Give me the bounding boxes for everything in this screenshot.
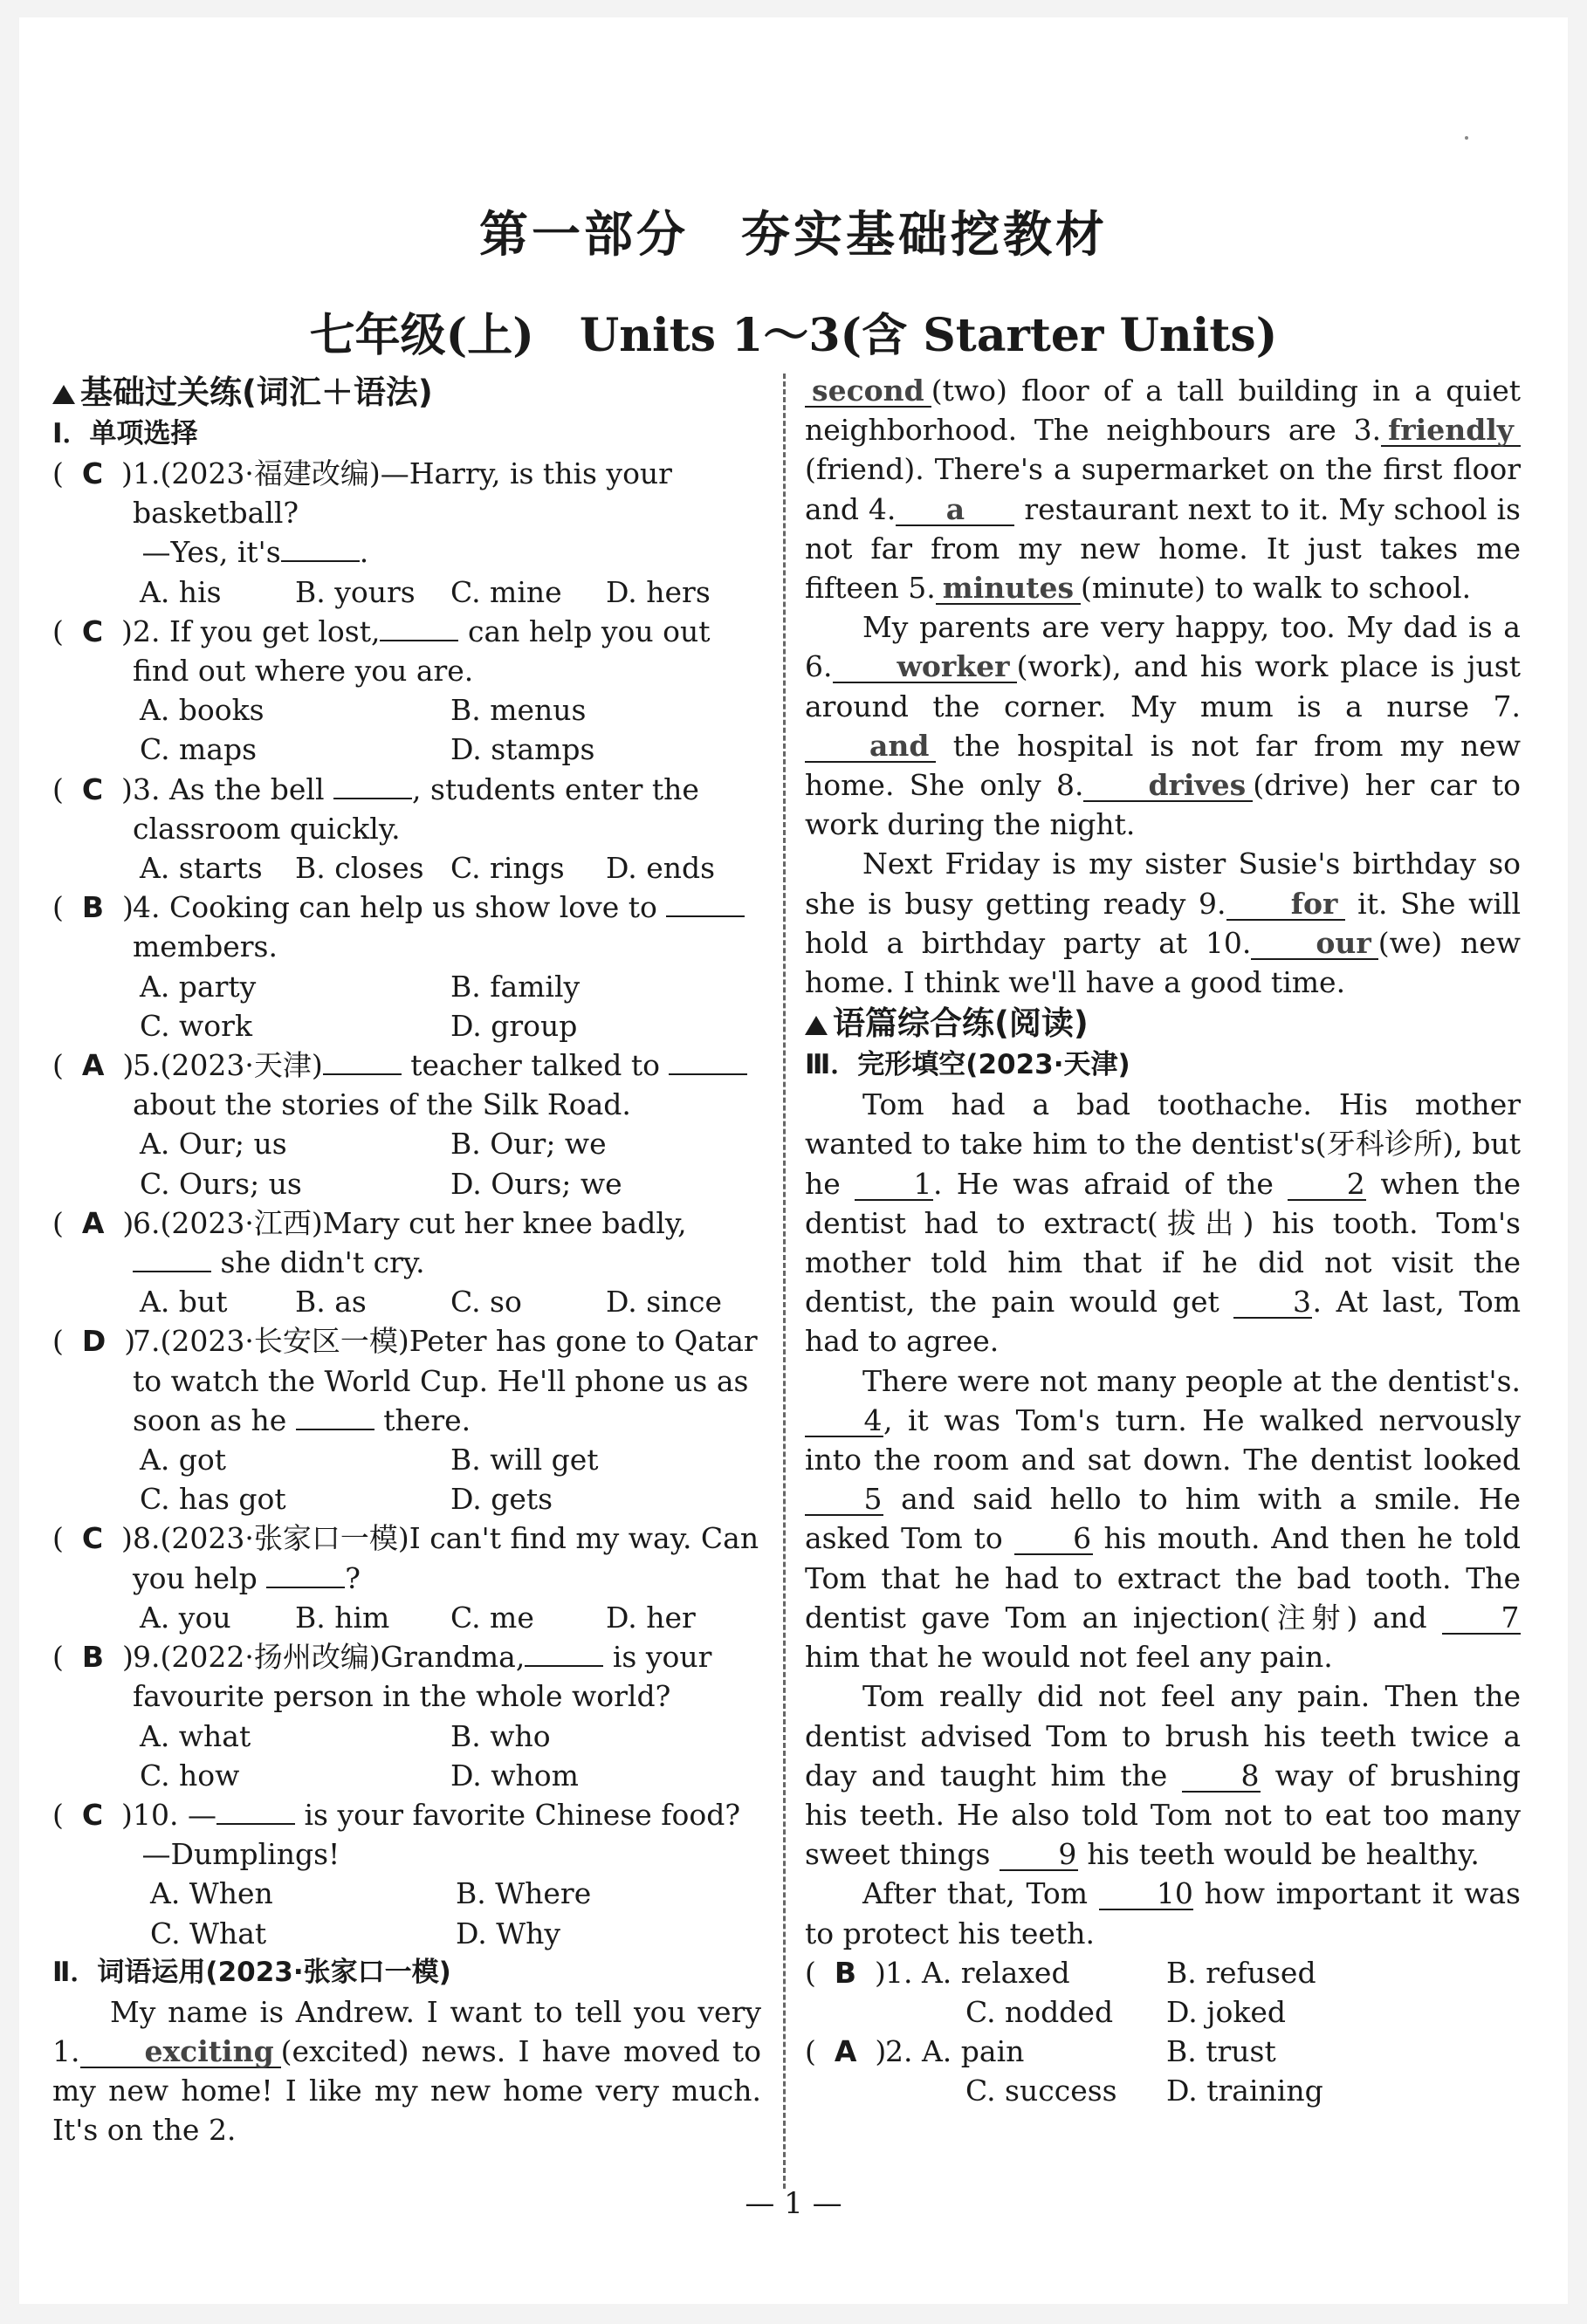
option[interactable]: B. refused — [1166, 1955, 1316, 1990]
options — [133, 1124, 761, 1203]
option[interactable]: D. stamps — [450, 732, 595, 767]
options — [133, 967, 761, 1045]
answer-blank[interactable] — [323, 1047, 402, 1075]
cloze-blank-3[interactable]: 3 — [1233, 1287, 1312, 1319]
triangle-icon — [805, 1016, 828, 1035]
option[interactable]: A. starts — [140, 851, 263, 886]
worksheet-page — [19, 17, 1568, 2304]
question-1: ( C ) 1.(2023·福建改编)—Harry, is this your basketball? —Yes, it's . A. his B. yours C. mine D. hers — [52, 454, 761, 612]
question-9: ( B ) 9.(2022·扬州改编)Grandma, is your favourite person in the whole world? A. what B. who C. how D. whom — [52, 1637, 761, 1795]
option[interactable]: B. him — [295, 1600, 390, 1635]
word-use-passage-p2: My parents are very happy, too. My dad is a 6. worker (work), and his work place is just around the corner. My mum is a nurse 7.and the hospital is not far from my new home. She only 8. drives (drive) her car to work during the night. — [805, 610, 1521, 842]
option[interactable]: C. has got — [140, 1482, 286, 1517]
part-title: 第一部分 夯实基础挖教材 — [479, 207, 1108, 264]
option[interactable]: B. closes — [295, 851, 424, 886]
question-7: ( D ) 7.(2023·长安区一模)Peter has gone to Qatar to watch the World Cup. He'll phone us as soon as he there. A. got B. will get C. has got D. gets — [52, 1321, 761, 1518]
section-heading-reading: 语篇综合练(阅读) — [805, 1002, 1521, 1045]
option[interactable]: A. Our; us — [140, 1127, 287, 1162]
filled-answer-2[interactable]: second — [805, 376, 931, 408]
answer-blank[interactable] — [666, 889, 745, 917]
answer-blank[interactable] — [669, 1047, 747, 1075]
option[interactable]: C. success — [965, 2074, 1117, 2108]
options — [133, 848, 761, 888]
options — [133, 572, 761, 612]
option[interactable]: C. me — [450, 1600, 534, 1635]
options — [133, 690, 761, 769]
filled-answer-3[interactable]: friendly — [1381, 415, 1521, 447]
option[interactable]: B. trust — [1166, 2034, 1276, 2069]
filled-answer-4[interactable]: a — [896, 495, 1014, 526]
filled-answer-9[interactable]: for — [1226, 889, 1345, 921]
answer-blank[interactable] — [133, 1244, 211, 1272]
question-8: ( C ) 8.(2023·张家口一模)I can't find my way. Can you help ? A. you B. him C. me D. her — [52, 1518, 761, 1637]
option[interactable]: B. who — [450, 1718, 551, 1753]
left-column — [52, 371, 761, 2150]
word-use-passage-cont: second (two) floor of a tall building in a quiet neighborhood. The neighbours are 3. friendly(friend). There's a supermarket on the first floor and 4. a restaurant next to it. My school is not far from my new home. It just takes me fifteen 5. minutes (minute) to walk to school. — [805, 374, 1521, 606]
option[interactable]: D. hers — [606, 574, 711, 609]
option[interactable]: C. so — [450, 1285, 522, 1320]
option[interactable]: B. menus — [450, 693, 587, 728]
cloze-p1: Tom had a bad toothache. His mother wanted to take him to the dentist's(牙科诊所), but he 1. He was afraid of the 2 when the dentist had to extract(拔出) his tooth. Tom's mother told him that if he did not visit the dentist, the pain would get 3. At last, Tom had to agree. — [805, 1087, 1522, 1359]
option[interactable]: B. Our; we — [450, 1127, 607, 1162]
cloze-blank-2[interactable]: 2 — [1288, 1169, 1366, 1201]
cloze-blank-1[interactable]: 1 — [855, 1169, 933, 1201]
answer-blank[interactable] — [380, 614, 458, 641]
option[interactable]: B. will get — [450, 1443, 599, 1477]
option[interactable]: C. maps — [140, 732, 258, 767]
filled-answer-8[interactable]: drives — [1083, 771, 1253, 802]
option[interactable]: B. Where — [456, 1876, 592, 1911]
option[interactable]: A. his — [140, 574, 222, 609]
options — [133, 1598, 761, 1637]
option[interactable]: D. her — [606, 1600, 696, 1635]
section-heading-basics: 基础过关练(词汇＋语法) — [52, 371, 761, 415]
option[interactable]: A. party — [140, 969, 257, 1004]
part3-title: Ⅲ．完形填空(2023·天津) — [805, 1049, 1130, 1081]
cloze-question-2: ( A ) 2. A. pain B. trust C. success D. training — [805, 2032, 1521, 2110]
answer-blank[interactable] — [216, 1797, 295, 1825]
column-divider — [783, 374, 786, 2189]
cloze-blank-8[interactable]: 8 — [1182, 1761, 1261, 1793]
option[interactable]: C. how — [140, 1758, 240, 1793]
option[interactable]: 2. A. pain — [885, 2034, 1025, 2069]
answer-blank[interactable] — [525, 1639, 603, 1667]
option[interactable]: D. gets — [450, 1482, 553, 1517]
triangle-icon — [52, 385, 75, 404]
option[interactable]: C. nodded — [965, 1994, 1114, 2029]
option[interactable]: C. work — [140, 1008, 252, 1043]
part2-title: Ⅱ．词语运用(2023·张家口一模) — [52, 1956, 451, 1988]
question-5: ( A ) 5.(2023·天津) teacher talked to about the stories of the Silk Road. A. Our; us B. Our; we C. Ours; us D. Ours; we — [52, 1045, 761, 1203]
option[interactable]: C. Ours; us — [140, 1166, 302, 1201]
option[interactable]: A. When — [150, 1876, 273, 1911]
question-2: ( C ) 2. If you get lost, can help you out find out where you are. A. books B. menus C. maps D. stamps — [52, 612, 761, 770]
option[interactable]: D. Why — [456, 1916, 561, 1950]
scan-speck — [1465, 136, 1468, 140]
option[interactable]: 1. A. relaxed — [885, 1955, 1070, 1990]
option[interactable]: D. since — [606, 1285, 723, 1320]
cloze-blank-6[interactable]: 6 — [1014, 1524, 1093, 1555]
word-use-passage-p1: My name is Andrew. I want to tell you very 1. exciting (excited) news. I have moved to my new home! I like my new home very much. It's on the 2. — [52, 1994, 761, 2148]
page-number: — 1 — — [745, 2186, 842, 2221]
option[interactable]: C. rings — [450, 851, 565, 886]
question-6: ( A ) 6.(2023·江西)Mary cut her knee badly, she didn't cry. A. but B. as C. so D. since — [52, 1203, 761, 1322]
option[interactable]: D. training — [1166, 2074, 1323, 2108]
cloze-p4: After that, Tom 10 how important it was to protect his teeth. — [805, 1876, 1521, 1950]
option[interactable]: D. ends — [606, 851, 716, 886]
cloze-p2: There were not many people at the dentist's. 4, it was Tom's turn. He walked nervously into the room and sat down. The dentist looked 5 and said hello to him with a smile. He asked Tom to 6 his mouth. And then he told Tom that he had to extract the bad tooth. The dentist gave Tom an injection(注射) and 7 him that he would not feel any pain. — [805, 1363, 1521, 1675]
options — [133, 1440, 761, 1518]
question-10: ( C ) 10. — is your favorite Chinese food? —Dumplings! A. When B. Where C. What D. Why — [52, 1795, 761, 1953]
cloze-blank-5[interactable]: 5 — [805, 1484, 883, 1516]
options — [133, 1874, 761, 1952]
option[interactable]: A. you — [140, 1600, 231, 1635]
right-column — [805, 371, 1521, 2111]
answer-blank[interactable] — [266, 1560, 345, 1588]
option[interactable]: A. but — [140, 1285, 228, 1320]
filled-answer-1[interactable]: exciting — [80, 2037, 281, 2068]
option[interactable]: C. What — [150, 1916, 267, 1950]
options — [133, 1282, 761, 1321]
question-3: ( C ) 3. As the bell , students enter the classroom quickly. A. starts B. closes C. rings D. ends — [52, 770, 761, 888]
cloze-p3: Tom really did not feel any pain. Then the dentist advised Tom to brush his teeth twice a day and taught him the 8 way of brushing his teeth. He also told Tom not to eat too many sweet things 9 his teeth would be healthy. — [805, 1679, 1521, 1872]
option[interactable]: D. joked — [1166, 1994, 1287, 2029]
filled-answer-10[interactable]: our — [1251, 929, 1377, 960]
option[interactable]: B. yours — [295, 574, 416, 609]
option[interactable]: C. mine — [450, 574, 562, 609]
option[interactable]: D. whom — [450, 1758, 579, 1793]
filled-answer-6[interactable]: worker — [833, 652, 1017, 683]
options — [133, 1717, 761, 1795]
part1-title: Ⅰ．单项选择 — [52, 418, 198, 449]
option[interactable]: D. Ours; we — [450, 1166, 622, 1201]
cloze-blank-10[interactable]: 10 — [1099, 1879, 1193, 1910]
option[interactable]: B. family — [450, 969, 581, 1004]
filled-answer-5[interactable]: minutes — [936, 573, 1081, 605]
option[interactable]: B. as — [295, 1285, 367, 1320]
option[interactable]: A. got — [140, 1443, 227, 1477]
word-use-passage-p3: Next Friday is my sister Susie's birthday so she is busy getting ready 9. for it. She will hold a birthday party at 10. our (we) new home. I think we'll have a good time. — [805, 847, 1521, 1000]
cloze-blank-9[interactable]: 9 — [1000, 1840, 1078, 1871]
filled-answer-7[interactable]: and — [805, 731, 936, 763]
cloze-blank-7[interactable]: 7 — [1442, 1603, 1521, 1635]
answer-blank[interactable] — [333, 771, 412, 799]
cloze-blank-4[interactable]: 4 — [805, 1406, 883, 1437]
question-4: ( B ) 4. Cooking can help us show love to members. A. party B. family C. work D. group — [52, 888, 761, 1045]
answer-blank[interactable] — [281, 534, 360, 562]
answer-blank[interactable] — [296, 1402, 374, 1430]
option[interactable]: A. books — [140, 693, 264, 728]
cloze-question-1: ( B ) 1. A. relaxed B. refused C. nodded D. joked — [805, 1953, 1521, 2032]
option[interactable]: A. what — [140, 1718, 251, 1753]
option[interactable]: D. group — [450, 1008, 578, 1043]
unit-title: 七年级(上) Units 1～3(含 Starter Units) — [309, 309, 1278, 362]
